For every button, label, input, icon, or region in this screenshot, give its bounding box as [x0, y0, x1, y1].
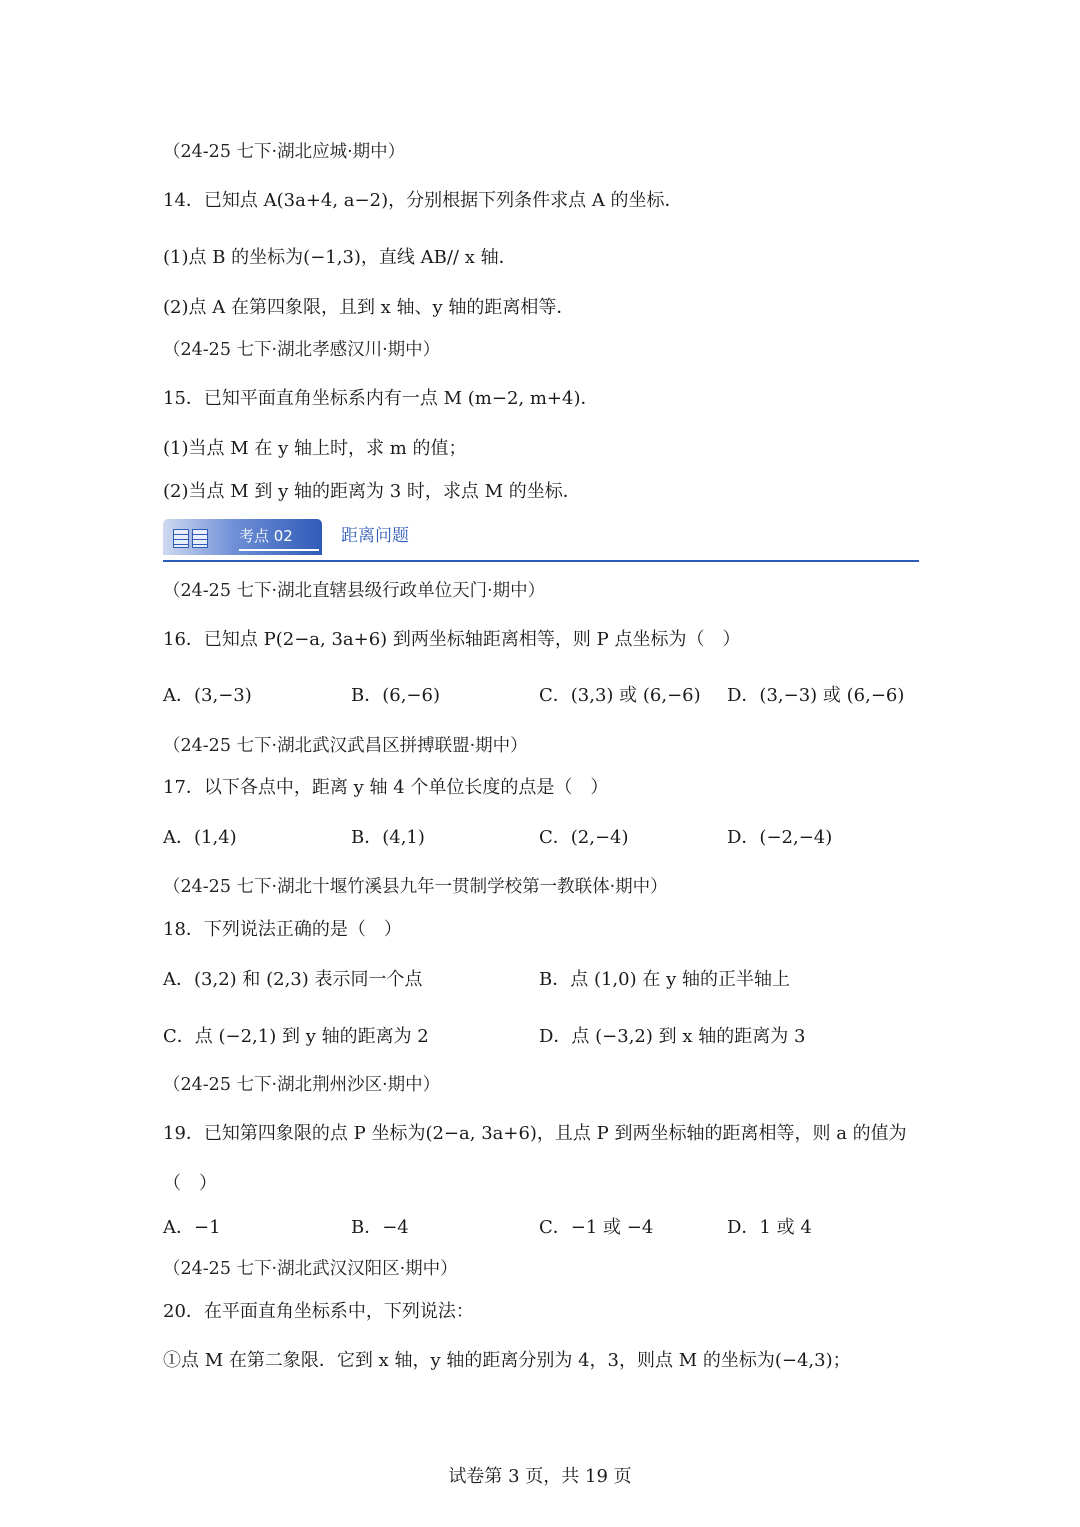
question-14: 14．已知点 A(3a+4, a−2)，分别根据下列条件求点 A 的坐标．	[163, 190, 683, 211]
question-19-option-a: A．−1	[163, 1217, 221, 1238]
source-note: （24-25 七下·湖北武汉汉阳区·期中）	[163, 1259, 458, 1279]
page-footer: 试卷第 3 页，共 19 页	[448, 1466, 632, 1487]
question-16-option-b: B．(6,−6)	[351, 685, 440, 706]
source-note: （24-25 七下·湖北应城·期中）	[163, 142, 406, 162]
question-17: 17．以下各点中，距离 y 轴 4 个单位长度的点是（ ）	[163, 777, 609, 798]
source-note: （24-25 七下·湖北孝感汉川·期中）	[163, 340, 441, 360]
question-19-option-b: B．−4	[351, 1217, 409, 1238]
question-19-option-d: D．1 或 4	[727, 1217, 812, 1238]
question-16-option-c: C．(3,3) 或 (6,−6)	[539, 685, 701, 706]
question-14-part-2: (2)点 A 在第四象限，且到 x 轴、y 轴的距离相等．	[163, 297, 575, 318]
question-16: 16．已知点 P(2−a, 3a+6) 到两坐标轴距离相等，则 P 点坐标为（ ）	[163, 629, 741, 650]
question-15: 15．已知平面直角坐标系内有一点 M (m−2, m+4)．	[163, 388, 599, 409]
question-18-option-d: D．点 (−3,2) 到 x 轴的距离为 3	[539, 1026, 806, 1047]
section-label: 考点 02	[239, 527, 293, 545]
question-16-option-a: A．(3,−3)	[163, 685, 252, 706]
question-17-option-a: A．(1,4)	[163, 827, 237, 848]
question-16-option-d: D．(3,−3) 或 (6,−6)	[727, 685, 905, 706]
question-15-part-1: (1)当点 M 在 y 轴上时，求 m 的值；	[163, 438, 467, 459]
open-book-icon	[173, 529, 211, 549]
question-18: 18．下列说法正确的是（ ）	[163, 919, 402, 940]
question-17-option-d: D．(−2,−4)	[727, 827, 833, 848]
question-19-blank: （ ）	[163, 1173, 217, 1194]
source-note: （24-25 七下·湖北荆州沙区·期中）	[163, 1075, 441, 1095]
question-18-option-b: B．点 (1,0) 在 y 轴的正半轴上	[539, 969, 790, 990]
question-19: 19．已知第四象限的点 P 坐标为(2−a, 3a+6)，且点 P 到两坐标轴的距离相等，则 a 的值为	[163, 1123, 907, 1144]
question-18-option-c: C．点 (−2,1) 到 y 轴的距离为 2	[163, 1026, 429, 1047]
source-note: （24-25 七下·湖北十堰竹溪县九年一贯制学校第一教联体·期中）	[163, 877, 668, 897]
question-15-part-2: (2)当点 M 到 y 轴的距离为 3 时，求点 M 的坐标．	[163, 481, 581, 502]
question-20-statement-1: ①点 M 在第二象限．它到 x 轴，y 轴的距离分别为 4，3，则点 M 的坐标为(−4,3)；	[163, 1350, 851, 1371]
section-header	[163, 519, 919, 563]
question-19-option-c: C．−1 或 −4	[539, 1217, 654, 1238]
question-14-part-1: (1)点 B 的坐标为(−1,3)，直线 AB// x 轴．	[163, 247, 517, 268]
question-17-option-c: C．(2,−4)	[539, 827, 629, 848]
section-tab	[163, 519, 322, 555]
source-note: （24-25 七下·湖北武汉武昌区拼搏联盟·期中）	[163, 736, 528, 756]
section-label-underline	[239, 549, 319, 551]
question-18-option-a: A．(3,2) 和 (2,3) 表示同一个点	[163, 969, 423, 990]
section-divider	[163, 560, 919, 562]
question-20: 20．在平面直角坐标系中，下列说法：	[163, 1301, 474, 1322]
section-title: 距离问题	[341, 526, 409, 546]
question-17-option-b: B．(4,1)	[351, 827, 425, 848]
source-note: （24-25 七下·湖北直辖县级行政单位天门·期中）	[163, 581, 546, 601]
